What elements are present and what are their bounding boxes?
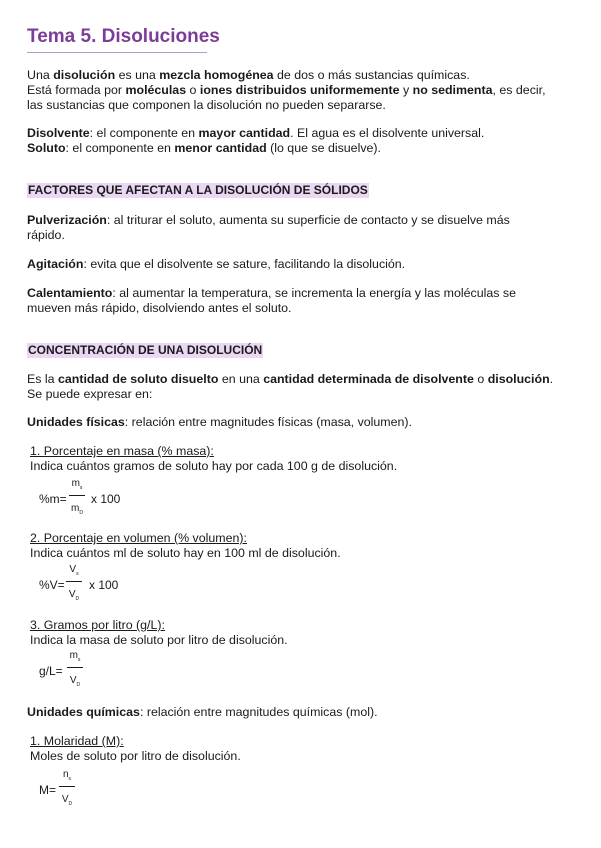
bold-term: disolución bbox=[53, 68, 116, 82]
formula-lhs: %m= bbox=[39, 492, 67, 506]
subscript: D bbox=[76, 682, 81, 688]
text-run: Es la bbox=[27, 372, 58, 386]
text-run: : relación entre magnitudes físicas (masa, volumen). bbox=[124, 415, 412, 429]
symbol: n bbox=[62, 769, 69, 780]
molaridad-title: 1. Molaridad (M): bbox=[30, 734, 124, 748]
molaridad-block bbox=[30, 734, 575, 764]
formula-fraction bbox=[66, 564, 82, 608]
bold-term: Calentamiento bbox=[27, 286, 113, 300]
formula-lhs: %V= bbox=[39, 578, 65, 592]
text-run: : el componente en bbox=[89, 126, 199, 140]
concentracion-paragraph bbox=[27, 372, 572, 402]
bold-term: Soluto bbox=[27, 141, 66, 155]
calentamiento-line-1 bbox=[27, 286, 572, 301]
text-run: y bbox=[399, 83, 413, 97]
calentamiento-line-2: mueven más rápido, disolviendo antes el soluto. bbox=[27, 301, 292, 315]
fraction-denominator bbox=[67, 675, 83, 691]
intro-paragraph bbox=[27, 68, 572, 113]
bold-term: cantidad determinada de disolvente bbox=[263, 372, 474, 386]
formula-porcentaje-volumen bbox=[39, 564, 159, 608]
bold-term: Unidades químicas bbox=[27, 705, 140, 719]
porcentaje-masa-block bbox=[30, 444, 575, 474]
formula-lhs: M= bbox=[39, 783, 57, 797]
pulverizacion-line-2: rápido. bbox=[27, 228, 65, 242]
text-run: o bbox=[186, 83, 200, 97]
fraction-bar bbox=[69, 495, 85, 496]
unidades-fisicas-text bbox=[27, 415, 572, 430]
unidades-fisicas-line bbox=[27, 415, 572, 430]
text-run: o bbox=[473, 372, 488, 386]
agitacion-paragraph bbox=[27, 257, 572, 272]
pulverizacion-line-1 bbox=[27, 213, 572, 228]
porcentaje-masa-desc: Indica cuántos gramos de soluto hay por cada 100 g de disolución. bbox=[30, 459, 398, 473]
text-run: : el componente en bbox=[65, 141, 175, 155]
intro-line-1 bbox=[27, 68, 572, 83]
concentracion-line-2: Se puede expresar en: bbox=[27, 387, 153, 401]
gramos-litro-desc: Indica la masa de soluto por litro de disolución. bbox=[30, 633, 288, 647]
formula-multiplier: x 100 bbox=[89, 578, 119, 592]
text-run: : relación entre magnitudes químicas (mol). bbox=[139, 705, 378, 719]
porcentaje-volumen-title: 2. Porcentaje en volumen (% volumen): bbox=[30, 531, 247, 545]
porcentaje-volumen-block bbox=[30, 531, 575, 561]
gramos-litro-title: 3. Gramos por litro (g/L): bbox=[30, 618, 165, 632]
formula-multiplier: x 100 bbox=[91, 492, 121, 506]
unidades-quimicas-line bbox=[27, 705, 572, 720]
fraction-bar bbox=[66, 581, 82, 582]
symbol: m bbox=[69, 650, 78, 661]
fraction-denominator bbox=[69, 503, 85, 519]
page-title: Tema 5. Disoluciones bbox=[27, 26, 220, 47]
text-run: en una bbox=[218, 372, 264, 386]
bold-term: cantidad de soluto disuelto bbox=[58, 372, 219, 386]
subscript: D bbox=[68, 801, 73, 807]
fraction-bar bbox=[67, 667, 83, 668]
symbol: V bbox=[69, 564, 77, 575]
agitacion-line bbox=[27, 257, 572, 272]
bold-term: disolución bbox=[487, 372, 550, 386]
formula-fraction bbox=[67, 650, 83, 694]
text-run: : evita que el disolvente se sature, facilitando la disolución. bbox=[83, 257, 406, 271]
text-run: de dos o más sustancias químicas. bbox=[273, 68, 470, 82]
components-paragraph bbox=[27, 126, 572, 156]
subscript: D bbox=[75, 596, 80, 602]
fraction-numerator bbox=[66, 564, 82, 580]
disolvente-line bbox=[27, 126, 572, 141]
subscript: s bbox=[76, 571, 79, 577]
porcentaje-volumen-desc: Indica cuántos ml de soluto hay en 100 ml de disolución. bbox=[30, 546, 341, 560]
bold-term: no sedimenta bbox=[412, 83, 493, 97]
bold-term: iones distribuidos uniformemente bbox=[199, 83, 400, 97]
text-run: es una bbox=[115, 68, 160, 82]
formula-gramos-litro bbox=[39, 650, 119, 694]
unidades-quimicas-text bbox=[27, 705, 572, 720]
bold-term: Agitación bbox=[27, 257, 84, 271]
subscript: s bbox=[77, 657, 81, 663]
molaridad-desc: Moles de soluto por litro de disolución. bbox=[30, 749, 241, 763]
bold-term: moléculas bbox=[125, 83, 187, 97]
bold-term: Disolvente bbox=[27, 126, 90, 140]
fraction-denominator bbox=[59, 794, 75, 810]
symbol: m bbox=[71, 478, 80, 489]
symbol: V bbox=[61, 794, 69, 805]
soluto-line bbox=[27, 141, 572, 156]
text-run: (lo que se disuelve). bbox=[266, 141, 381, 155]
subscript: s bbox=[68, 776, 72, 782]
text-run: : al triturar el soluto, aumenta su superficie de contacto y se disuelve más bbox=[106, 213, 510, 227]
intro-line-3: las sustancias que componen la disolución no pueden separarse. bbox=[27, 98, 386, 112]
fraction-bar bbox=[59, 786, 75, 787]
bold-term: Pulverización bbox=[27, 213, 107, 227]
calentamiento-paragraph bbox=[27, 286, 572, 316]
bold-term: mezcla homogénea bbox=[159, 68, 274, 82]
section-heading-concentracion: CONCENTRACIÓN DE UNA DISOLUCIÓN bbox=[28, 343, 263, 357]
pulverizacion-paragraph bbox=[27, 213, 572, 243]
text-run: . bbox=[549, 372, 554, 386]
fraction-numerator bbox=[69, 478, 85, 494]
fraction-numerator bbox=[67, 650, 83, 666]
intro-line-2 bbox=[27, 83, 572, 98]
formula-fraction bbox=[59, 769, 75, 813]
formula-fraction bbox=[69, 478, 85, 522]
formula-porcentaje-masa bbox=[39, 478, 159, 522]
bold-term: menor cantidad bbox=[174, 141, 267, 155]
text-run: , es decir, bbox=[492, 83, 546, 97]
gramos-litro-block bbox=[30, 618, 575, 648]
subscript: D bbox=[79, 510, 83, 516]
concentracion-line-1 bbox=[27, 372, 572, 387]
text-run: Está formada por bbox=[27, 83, 126, 97]
text-run: Una bbox=[27, 68, 54, 82]
fraction-denominator bbox=[66, 589, 82, 605]
symbol: V bbox=[69, 675, 77, 686]
symbol: m bbox=[71, 503, 80, 514]
text-run: : al aumentar la temperatura, se incrementa la energía y las moléculas se bbox=[112, 286, 516, 300]
bold-term: mayor cantidad bbox=[198, 126, 291, 140]
porcentaje-masa-title: 1. Porcentaje en masa (% masa): bbox=[30, 444, 214, 458]
subscript: s bbox=[79, 485, 83, 491]
bold-term: Unidades físicas bbox=[27, 415, 125, 429]
fraction-numerator bbox=[59, 769, 75, 785]
title-underline bbox=[27, 52, 207, 53]
formula-lhs: g/L= bbox=[39, 664, 63, 678]
symbol: V bbox=[68, 589, 76, 600]
section-heading-factores: FACTORES QUE AFECTAN A LA DISOLUCIÓN DE SÓLIDOS bbox=[28, 183, 368, 197]
formula-molaridad bbox=[39, 769, 109, 813]
text-run: . El agua es el disolvente universal. bbox=[290, 126, 485, 140]
